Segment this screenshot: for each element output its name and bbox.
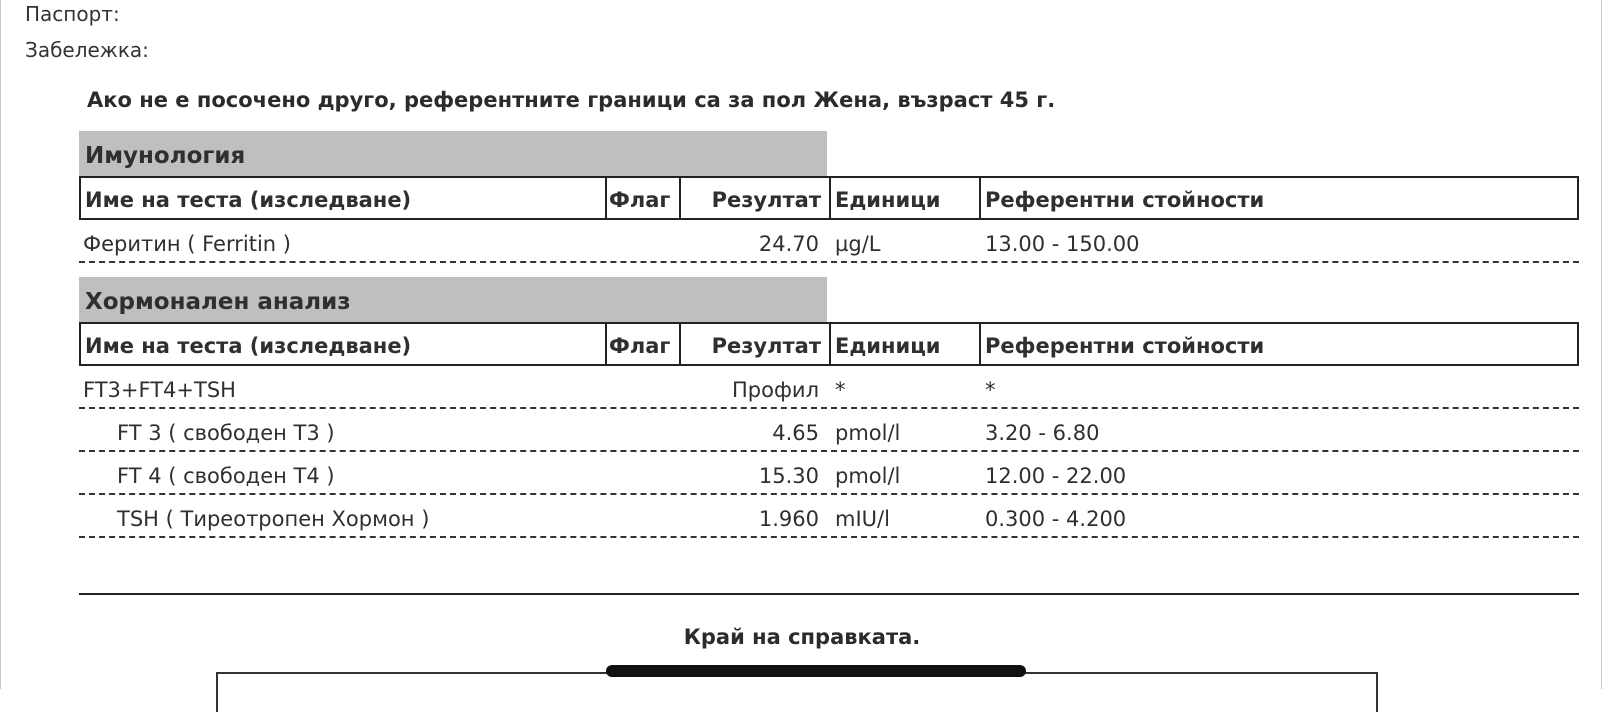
table-header (79, 176, 1579, 220)
test-flag (605, 366, 679, 407)
col-reference-header: Референтни стойности (985, 188, 1265, 212)
col-name-header: Име на теста (изследване) (81, 324, 607, 364)
test-result: Профил (732, 378, 819, 402)
test-reference: 0.300 - 4.200 (985, 507, 1127, 531)
divider (79, 593, 1579, 595)
test-name: FT 3 ( свободен T3 ) (117, 421, 335, 445)
test-units: mIU/l (835, 507, 890, 531)
test-result: 15.30 (758, 464, 819, 488)
test-reference: 12.00 - 22.00 (985, 464, 1127, 488)
col-flag-header: Флаг (607, 178, 681, 218)
table-row (79, 366, 1579, 409)
test-result: 24.70 (758, 232, 819, 256)
test-flag (605, 409, 679, 450)
col-reference-header: Референтни стойности (985, 334, 1265, 358)
test-flag (605, 495, 679, 536)
signature-box (216, 672, 1378, 712)
passport-label: Паспорт: (25, 2, 120, 26)
test-name: Феритин ( Ferritin ) (83, 232, 291, 256)
note-label: Забележка: (25, 38, 149, 62)
test-result: 1.960 (758, 507, 819, 531)
test-result: 4.65 (772, 421, 819, 445)
section-hormonal (79, 277, 1579, 538)
col-units-header: Единици (831, 324, 981, 364)
test-flag (605, 220, 679, 261)
table-row (79, 452, 1579, 495)
test-units: µg/L (835, 232, 881, 256)
signature-bar (606, 665, 1026, 677)
reference-note: Ако не е посочено друго, референтните граници са за пол Жена, възраст 45 г. (87, 88, 1056, 112)
end-of-report: Край на справката. (683, 625, 921, 649)
table-header (79, 322, 1579, 366)
col-units-header: Единици (831, 178, 981, 218)
test-reference: 13.00 - 150.00 (985, 232, 1140, 256)
section-title: Хормонален анализ (79, 277, 827, 322)
test-units: * (835, 378, 846, 402)
test-flag (605, 452, 679, 493)
section-immunology (79, 131, 1579, 263)
col-name-header: Име на теста (изследване) (81, 178, 607, 218)
test-name: FT 4 ( свободен T4 ) (117, 464, 335, 488)
test-units: pmol/l (835, 421, 901, 445)
section-title: Имунология (79, 131, 827, 176)
col-flag-header: Флаг (607, 324, 681, 364)
table-row (79, 220, 1579, 263)
col-result-header: Резултат (681, 324, 831, 364)
test-name: TSH ( Тиреотропен Хормон ) (117, 507, 430, 531)
test-name: FT3+FT4+TSH (83, 378, 236, 402)
table-row (79, 495, 1579, 538)
col-result-header: Резултат (681, 178, 831, 218)
test-reference: 3.20 - 6.80 (985, 421, 1100, 445)
test-units: pmol/l (835, 464, 901, 488)
test-reference: * (985, 378, 996, 402)
table-row (79, 409, 1579, 452)
